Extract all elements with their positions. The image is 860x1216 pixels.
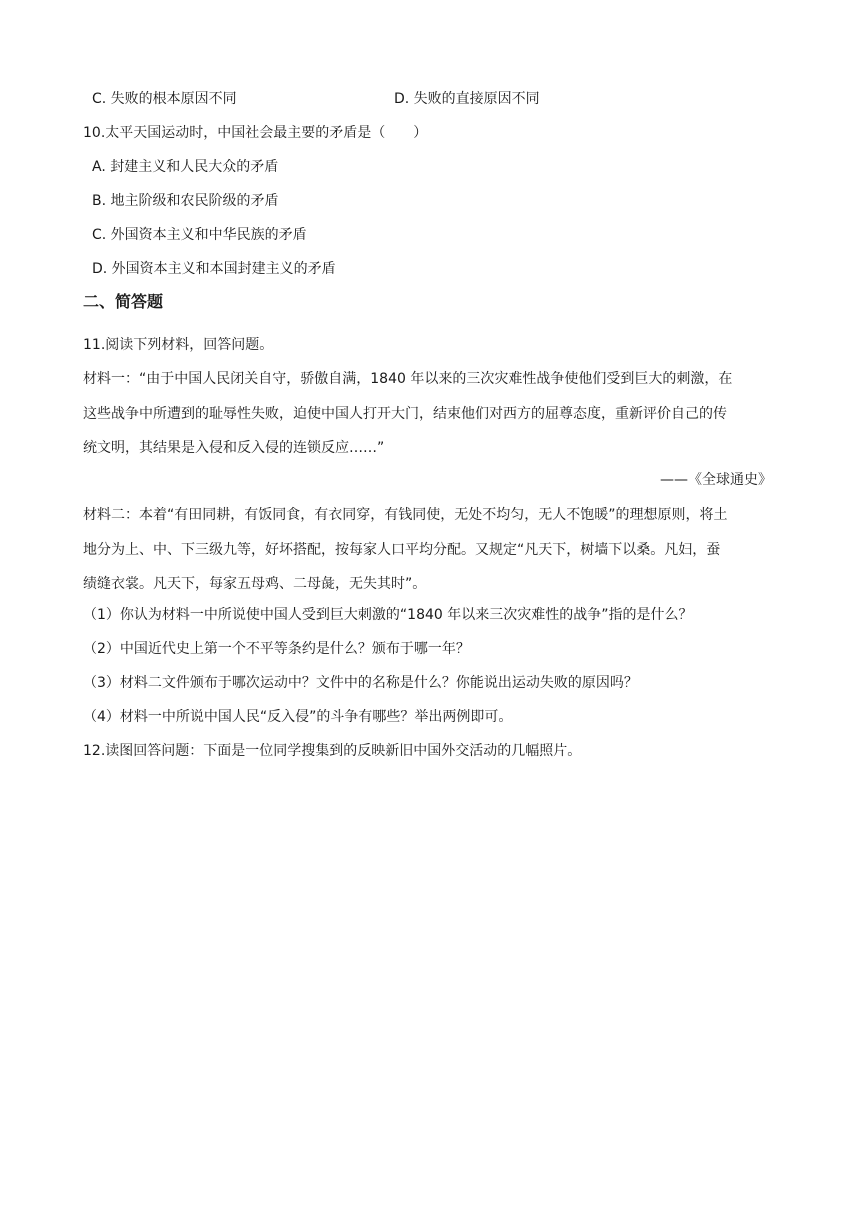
q10-option-a: A. 封建主义和人民大众的矛盾	[92, 159, 279, 175]
section-heading-short-answer: 二、简答题	[83, 292, 164, 311]
q10-stem: 10.太平天国运动时，中国社会最主要的矛盾是（ ）	[83, 125, 428, 141]
q10-option-d: D. 外国资本主义和本国封建主义的矛盾	[92, 261, 336, 277]
q11-stem: 11.阅读下列材料，回答问题。	[83, 337, 274, 353]
q9-option-d: D. 失败的直接原因不同	[394, 91, 540, 107]
q10-option-b: B. 地主阶级和农民阶级的矛盾	[92, 193, 279, 209]
question-9-options-cd	[92, 89, 792, 109]
q11-material1-line3: 统文明，其结果是入侵和反入侵的连锁反应……”	[83, 440, 385, 456]
q11-material1-line2: 这些战争中所遭到的耻辱性失败，迫使中国人打开大门，结束他们对西方的屈尊态度，重新评价自己的传	[83, 406, 727, 422]
q12-stem: 12.读图回答问题：下面是一位同学搜集到的反映新旧中国外交活动的几幅照片。	[83, 743, 582, 759]
q11-subquestion-2: （2）中国近代史上第一个不平等条约是什么？颁布于哪一年？	[83, 641, 470, 657]
q9-option-c: C. 失败的根本原因不同	[92, 91, 237, 107]
q11-subquestion-3: （3）材料二文件颁布于哪次运动中？文件中的名称是什么？你能说出运动失败的原因吗？	[83, 675, 638, 691]
q11-subquestion-1: （1）你认为材料一中所说使中国人受到巨大刺激的“1840 年以来三次灾难性的战争”指的是什么？	[83, 607, 693, 623]
q11-subquestion-4: （4）材料一中所说中国人民“反入侵”的斗争有哪些？举出两例即可。	[83, 709, 513, 725]
q11-material1-source: ——《全球通史》	[660, 472, 772, 488]
q11-material2-line2: 地分为上、中、下三级九等，好坏搭配，按每家人口平均分配。又规定“凡天下，树墙下以桑。凡妇，蚕	[83, 542, 721, 558]
q11-material2-line3: 绩缝衣裳。凡天下，每家五母鸡、二母彘，无失其时”。	[83, 576, 427, 592]
q11-material1-line1: 材料一：“由于中国人民闭关自守，骄傲自满，1840 年以来的三次灾难性战争使他们受到巨大的刺激，在	[83, 371, 733, 387]
q11-material2-line1: 材料二：本着“有田同耕，有饭同食，有衣同穿，有钱同使，无处不均匀，无人不饱暖”的理想原则，将土	[83, 507, 728, 523]
q10-option-c: C. 外国资本主义和中华民族的矛盾	[92, 227, 307, 243]
